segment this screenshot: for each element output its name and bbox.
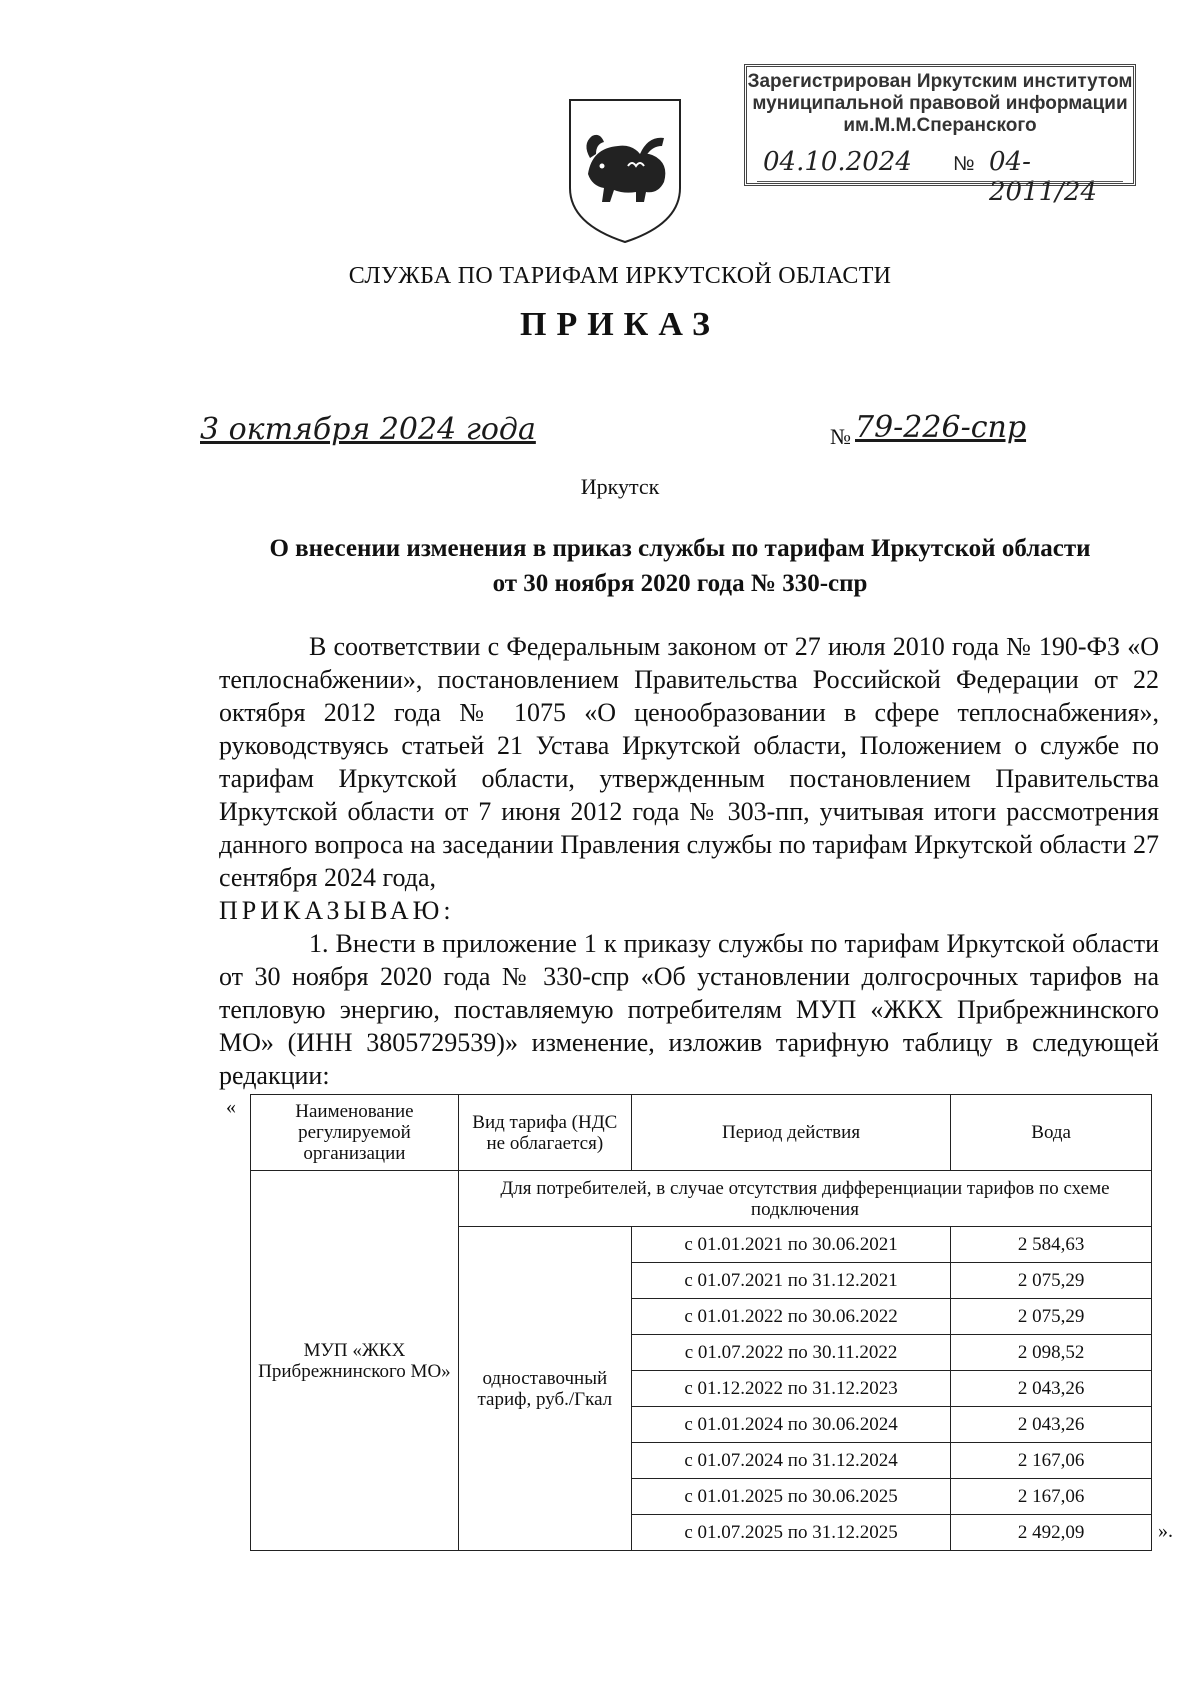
order-number-label: № <box>830 424 851 449</box>
period-cell: с 01.01.2024 по 30.06.2024 <box>631 1407 951 1443</box>
value-cell: 2 492,09 <box>951 1515 1152 1551</box>
header-period: Период действия <box>631 1095 951 1171</box>
period-cell: с 01.12.2022 по 31.12.2023 <box>631 1371 951 1407</box>
header-type: Вид тарифа (НДС не облагается) <box>458 1095 631 1171</box>
order-word: ПРИКАЗЫВАЮ: <box>219 896 455 925</box>
period-cell: с 01.07.2025 по 31.12.2025 <box>631 1515 951 1551</box>
value-cell: 2 075,29 <box>951 1299 1152 1335</box>
value-cell: 2 584,63 <box>951 1227 1152 1263</box>
org-name-cell: МУП «ЖКХ Прибрежнинского МО» <box>251 1171 459 1551</box>
period-cell: с 01.01.2025 по 30.06.2025 <box>631 1479 951 1515</box>
value-cell: 2 043,26 <box>951 1407 1152 1443</box>
period-cell: с 01.01.2021 по 30.06.2021 <box>631 1227 951 1263</box>
stamp-line-2: муниципальной правовой информации <box>752 93 1128 114</box>
period-cell: с 01.01.2022 по 30.06.2022 <box>631 1299 951 1335</box>
value-cell: 2 167,06 <box>951 1443 1152 1479</box>
tariff-type-cell: одноставочный тариф, руб./Гкал <box>458 1227 631 1551</box>
stamp-underline <box>757 181 1123 182</box>
document-type: ПРИКАЗ <box>520 306 720 343</box>
item-1-paragraph: 1. Внести в приложение 1 к приказу службы по тарифам Иркутской области от 30 ноября 2020 года № 330-спр «Об установлении долгосрочных тарифов на тепловую энергию, поставляемую потребителям МУП «ЖКХ Прибрежнинского МО» (ИНН 3805729539)» изменение, изложив тарифную таблицу в следующей редакции: <box>219 929 1159 1090</box>
value-cell: 2 098,52 <box>951 1335 1152 1371</box>
stamp-line-3: им.М.М.Сперанского <box>843 115 1037 136</box>
agency-name: СЛУЖБА ПО ТАРИФАМ ИРКУТСКОЙ ОБЛАСТИ <box>348 263 892 289</box>
period-cell: с 01.07.2022 по 30.11.2022 <box>631 1335 951 1371</box>
tariff-table <box>250 1094 1152 1551</box>
stamp-number-label: № <box>953 153 975 175</box>
stamp-number: 04-2011/24 <box>989 147 1098 207</box>
period-cell: с 01.07.2024 по 31.12.2024 <box>631 1443 951 1479</box>
header-org: Наименование регулируемой организации <box>251 1095 459 1171</box>
stamp-date: 04.10.2024 <box>763 147 912 177</box>
period-cell: с 01.07.2021 по 31.12.2021 <box>631 1263 951 1299</box>
header-value: Вода <box>951 1095 1152 1171</box>
table-open-quote: « <box>226 1096 236 1118</box>
section-label: Для потребителей, в случае отсутствия дифференциации тарифов по схеме подключения <box>458 1171 1151 1227</box>
order-number: 79-226-спр <box>855 410 1027 445</box>
preamble-paragraph: В соответствии с Федеральным законом от 27 июля 2010 года № 190-ФЗ «О теплоснабжении», постановлением Правительства Российской Федерации от 22 октября 2012 года № 1075 «О ценообразовании в сфере теплоснабжения», руководствуясь статьей 21 Устава Иркутской области, Положением о службе по тарифам Иркутской области, утвержденным постановлением Правительства Иркутской области от 7 июня 2012 года № 303-пп, учитывая итоги рассмотрения данного вопроса на заседании Правления службы по тарифам Иркутской области 27 сентября 2024 года, <box>219 632 1159 892</box>
order-body <box>219 630 1159 1092</box>
table-close-quote: ». <box>1158 1520 1173 1542</box>
value-cell: 2 167,06 <box>951 1479 1152 1515</box>
subject-line-1: О внесении изменения в приказ службы по тарифам Иркутской области <box>269 535 1091 562</box>
order-date: 3 октября 2024 года <box>200 412 536 447</box>
value-cell: 2 043,26 <box>951 1371 1152 1407</box>
stamp-line-1: Зарегистрирован Иркутским институтом <box>747 71 1133 92</box>
registration-stamp <box>744 64 1136 207</box>
city: Иркутск <box>580 474 660 499</box>
coat-of-arms-icon <box>566 96 684 246</box>
order-subject <box>200 531 1160 601</box>
value-cell: 2 075,29 <box>951 1263 1152 1299</box>
subject-line-2: от 30 ноября 2020 года № 330-спр <box>492 570 868 597</box>
